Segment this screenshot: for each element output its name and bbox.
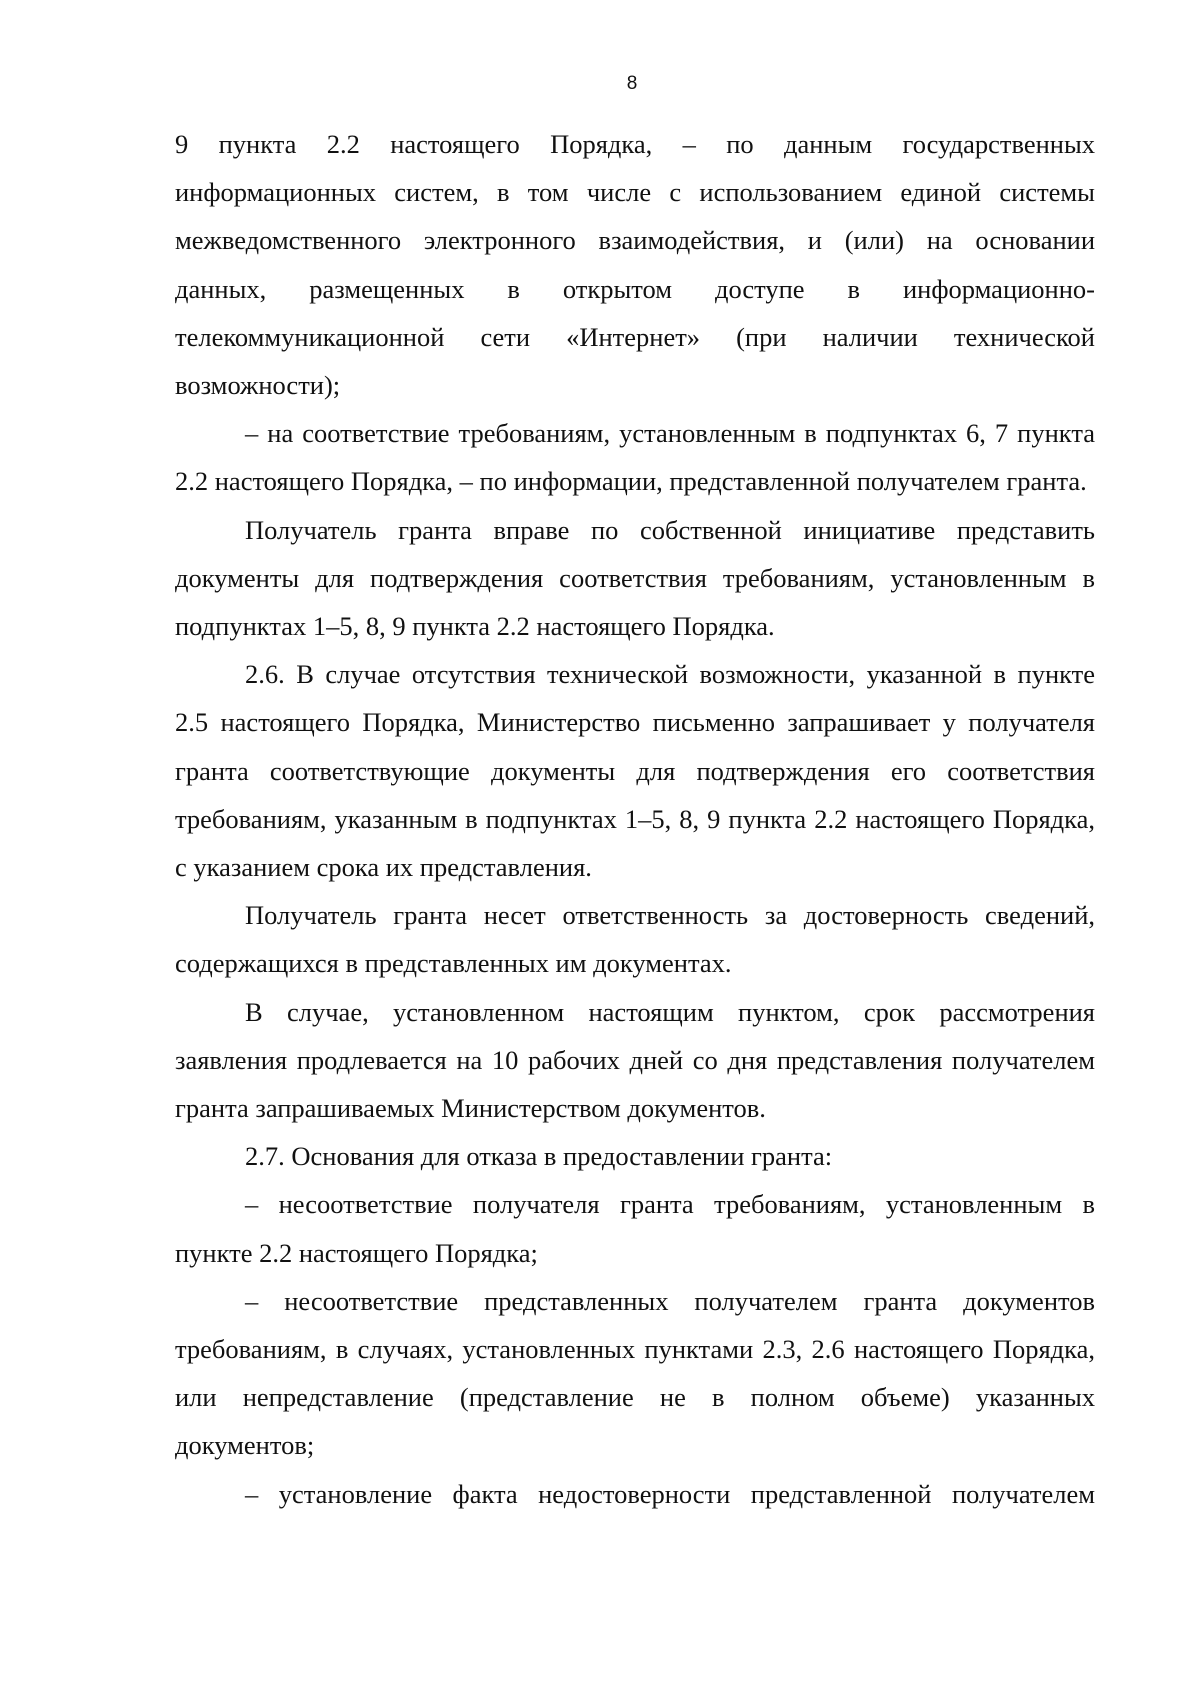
paragraph-refusal-reason-2: – несоответствие представленных получателем гранта документов требованиям, в случаях, установленных пунктами 2.3, 2.6 настоящего Порядка, или непредставление (представление не в полном объеме) указанных документов;: [175, 1285, 1095, 1461]
paragraph-2-7-heading: 2.7. Основания для отказа в предоставлении гранта:: [245, 1141, 833, 1172]
paragraph-refusal-reason-3: – установление факта недостоверности представленной получателем: [245, 1478, 1095, 1509]
paragraph-own-initiative: Получатель гранта вправе по собственной инициативе представить документы для подтверждения соответствия требованиям, установленным в подпунктах 1–5, 8, 9 пункта 2.2 настоящего Порядка.: [175, 514, 1095, 642]
paragraph-continuation: 9 пункта 2.2 настоящего Порядка, – по данным государственных информационных систем, в том числе с использованием единой системы межведомственного электронного взаимодействия, и (или) на основании данных, размещенных в открытом доступе в информационно-телекоммуникационной сети «Интернет» (при наличии технической возможности);: [175, 129, 1095, 401]
paragraph-2-6: 2.6. В случае отсутствия технической возможности, указанной в пункте 2.5 настоящего Порядка, Министерство письменно запрашивает у получателя гранта соответствующие документы для подтверждения его соответствия требованиям, указанным в подпунктах 1–5, 8, 9 пункта 2.2 настоящего Порядка, с указанием срока их представления.: [175, 659, 1095, 883]
page-number: 8: [626, 73, 638, 94]
paragraph-requirements-6-7: – на соответствие требованиям, установленным в подпунктах 6, 7 пункта 2.2 настоящего Порядка, – по информации, представленной получателем гранта.: [175, 418, 1095, 497]
paragraph-refusal-reason-1: – несоответствие получателя гранта требованиям, установленным в пункте 2.2 настоящего Порядка;: [175, 1189, 1095, 1268]
document-body: [175, 120, 1095, 1518]
paragraph-review-extension: В случае, установленном настоящим пунктом, срок рассмотрения заявления продлевается на 10 рабочих дней со дня представления получателем гранта запрашиваемых Министерством документов.: [175, 996, 1095, 1124]
paragraph-responsibility: Получатель гранта несет ответственность за достоверность сведений, содержащихся в представленных им документах.: [175, 900, 1095, 979]
